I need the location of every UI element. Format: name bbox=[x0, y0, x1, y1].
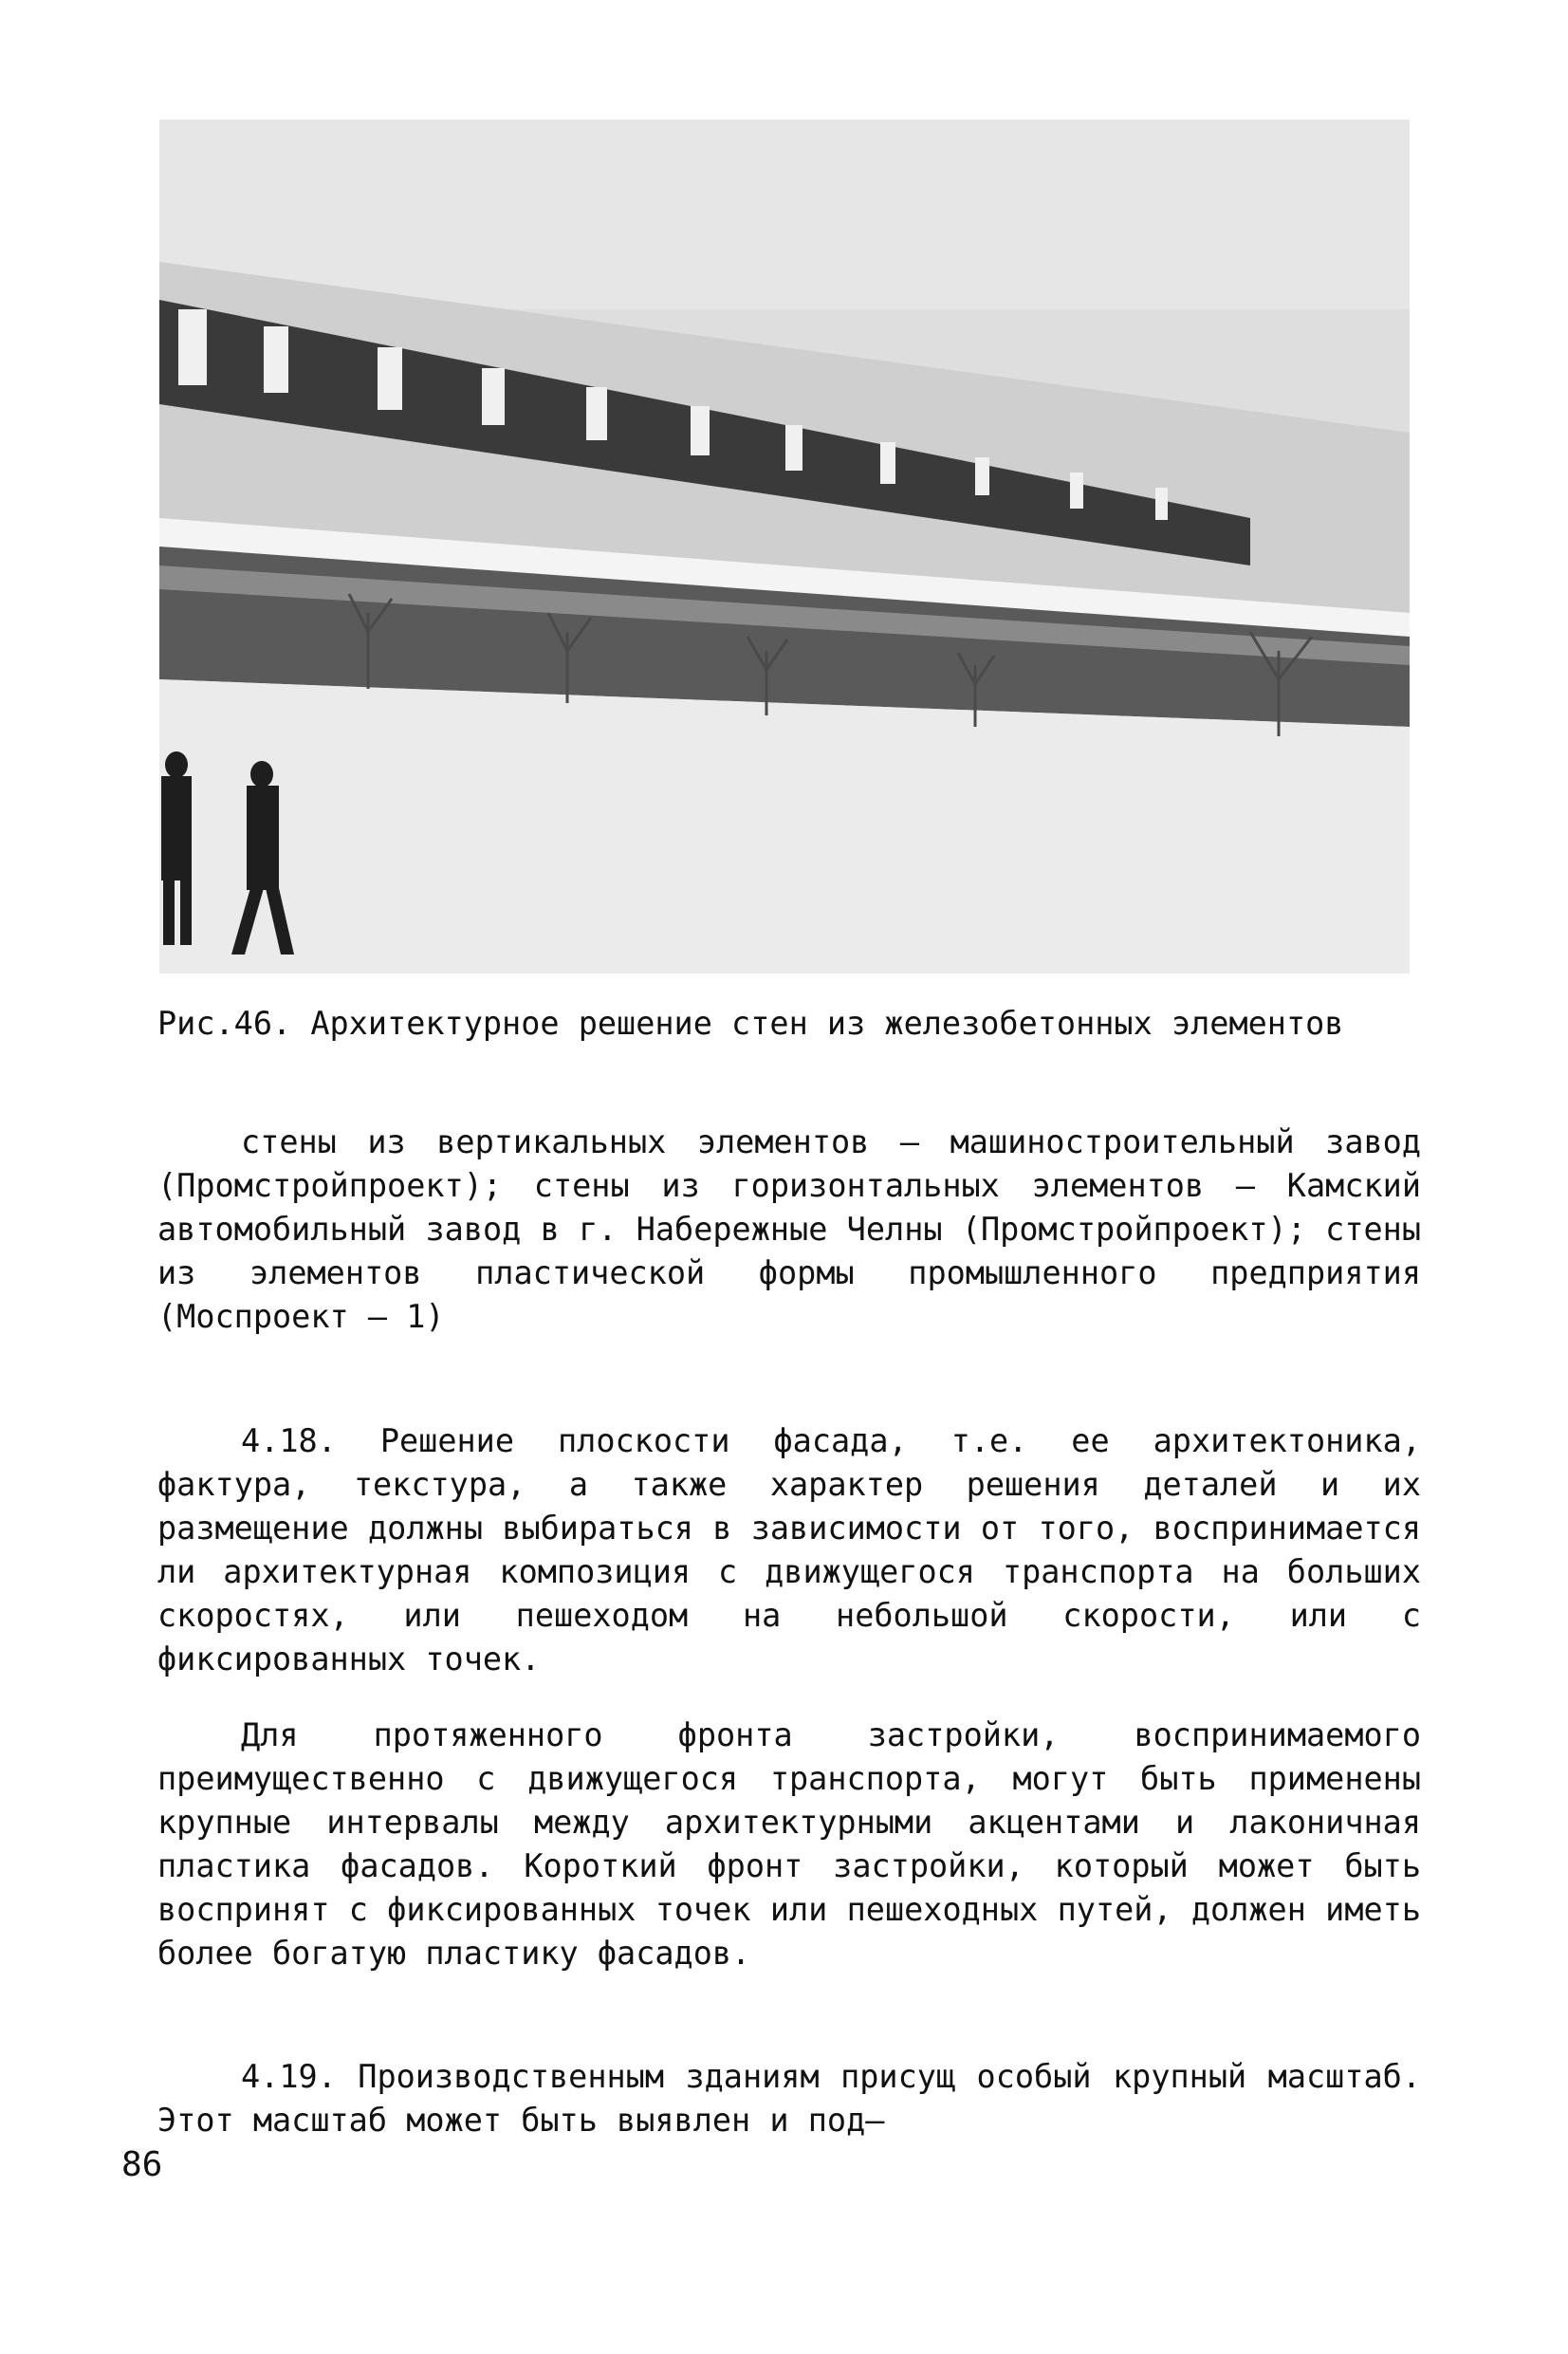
paragraph-4-19: 4.19. Производственным зданиям присущ особый крупный масштаб. Этот масштаб может быть выявлен и под– bbox=[157, 2058, 1421, 2139]
figure-caption: Рис.46. Архитектурное решение стен из железобетонных элементов bbox=[157, 1005, 1344, 1042]
page-number: 86 bbox=[121, 2145, 163, 2184]
building-photo bbox=[159, 120, 1410, 973]
paragraph-4-18: 4.18. Решение плоскости фасада, т.е. ее архитектоника, фактура, текстура, а также характер решения деталей и их размещение должны выбираться в зависимости от того, воспринимается ли архитектурная композиция с движущегося транспорта на больших скоростях, или пешеходом на небольшой скорости, или с фиксированных точек. bbox=[157, 1422, 1421, 1677]
paragraph-building-front: Для протяженного фронта застройки, воспринимаемого преимущественно с движущегося транспорта, могут быть применены крупные интервалы между архитектурными акцентами и лаконичная пластика фасадов. Короткий фронт застройки, который может быть воспринят с фиксированных точек или пешеходных путей, должен иметь более богатую пластику фасадов. bbox=[157, 1716, 1421, 1972]
figure-caption-detail: стены из вертикальных элементов – машиностроительный завод (Промстройпроект); стены из горизонтальных элементов – Камский автомобильный завод в г. Набережные Челны (Промстройпроект); стены из элементов пластической формы промышленного предприятия (Моспроект – 1) bbox=[157, 1123, 1421, 1335]
